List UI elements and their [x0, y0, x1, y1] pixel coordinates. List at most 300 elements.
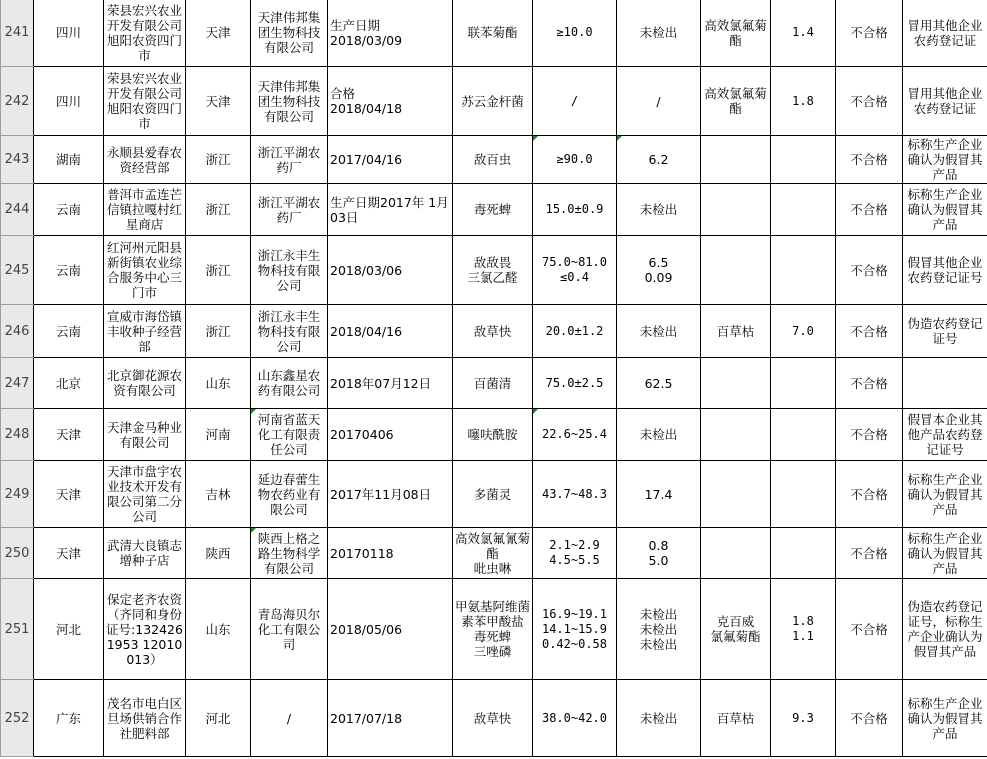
- cell-origin-province[interactable]: [186, 680, 251, 757]
- cell-other-content[interactable]: [771, 67, 836, 136]
- cell-reason[interactable]: [903, 236, 987, 305]
- row-header-text: 241: [4, 25, 30, 40]
- cell-province-text: 天津: [55, 545, 81, 561]
- cell-result-text: 不合格: [850, 375, 888, 391]
- cell-date-text: 20170118: [330, 545, 394, 561]
- table-row: [1, 136, 987, 184]
- cell-other-ingredient[interactable]: [701, 0, 771, 67]
- cell-detected-content-text: 17.4: [644, 486, 673, 502]
- comment-flag-icon: [533, 409, 538, 414]
- row-header-text: 248: [4, 427, 30, 442]
- cell-reason-text: 假冒本企业其他产品农药登记证号: [907, 412, 983, 457]
- cell-other-content[interactable]: [771, 461, 836, 528]
- cell-product-text: 噻呋酰胺: [467, 427, 518, 442]
- cell-product-text: 敌草快: [473, 323, 512, 339]
- cell-result-text: 不合格: [850, 621, 888, 637]
- cell-maker[interactable]: [251, 184, 328, 236]
- cell-origin-province[interactable]: [186, 579, 251, 680]
- cell-province[interactable]: [34, 358, 104, 409]
- cell-labeled-content-text: 16.9~19.1 14.1~15.9 0.42~0.58: [541, 606, 608, 651]
- row-header[interactable]: [1, 680, 34, 757]
- cell-seller[interactable]: [104, 184, 186, 236]
- cell-other-content[interactable]: [771, 184, 836, 236]
- cell-date-text: 20170406: [330, 427, 394, 442]
- cell-origin-province-text: 天津: [205, 25, 231, 40]
- cell-date[interactable]: [328, 528, 453, 579]
- cell-labeled-content[interactable]: [533, 528, 617, 579]
- cell-labeled-content[interactable]: [533, 579, 617, 680]
- cell-seller-text: 天津市盘宇农业技术开发有限公司第二分公司: [106, 464, 182, 524]
- cell-maker[interactable]: [251, 67, 328, 136]
- cell-detected-content[interactable]: [617, 236, 701, 305]
- cell-labeled-content-text: 75.0±2.5: [545, 375, 604, 390]
- cell-date-text: 2017/07/18: [330, 710, 403, 726]
- cell-other-ingredient[interactable]: [701, 579, 771, 680]
- row-header-text: 252: [4, 710, 30, 726]
- row-header[interactable]: [1, 305, 34, 358]
- cell-date[interactable]: [328, 409, 453, 461]
- cell-seller[interactable]: [104, 305, 186, 358]
- cell-other-content[interactable]: [771, 358, 836, 409]
- cell-province-text: 湖南: [55, 152, 81, 167]
- cell-other-ingredient[interactable]: [701, 461, 771, 528]
- cell-origin-province-text: 浙江: [205, 262, 231, 278]
- cell-product[interactable]: [453, 461, 533, 528]
- cell-detected-content[interactable]: [617, 409, 701, 461]
- cell-result[interactable]: [836, 358, 903, 409]
- cell-labeled-content-text: 38.0~42.0: [541, 710, 608, 725]
- cell-province[interactable]: [34, 305, 104, 358]
- cell-product[interactable]: [453, 358, 533, 409]
- row-header[interactable]: [1, 184, 34, 236]
- cell-origin-province-text: 山东: [205, 375, 231, 391]
- table-row: [1, 236, 987, 305]
- cell-result[interactable]: [836, 305, 903, 358]
- cell-product-text: 多菌灵: [473, 486, 512, 502]
- row-header[interactable]: [1, 409, 34, 461]
- cell-reason-text: 假冒其他企业农药登记证号: [907, 255, 983, 285]
- cell-labeled-content-text: 15.0±0.9: [545, 202, 604, 216]
- cell-product-text: 高效氯氟氰菊酯 吡虫啉: [455, 530, 531, 576]
- cell-other-content-text: 1.8 1.1: [792, 614, 814, 643]
- cell-reason-text: 标称生产企业确认为假冒其产品: [907, 695, 983, 741]
- cell-seller-text: 荣县宏兴农业开发有限公司旭阳农资四门市: [106, 71, 182, 131]
- comment-flag-icon: [251, 409, 256, 414]
- cell-maker[interactable]: [251, 528, 328, 579]
- cell-seller[interactable]: [104, 358, 186, 409]
- cell-seller-text: 宣威市海岱镇丰收种子经营部: [106, 308, 182, 354]
- cell-maker-text: 浙江永丰生物科技有限公司: [257, 247, 321, 293]
- cell-other-ingredient[interactable]: [701, 136, 771, 184]
- cell-date-text: 生产日期2017年 1月03日: [330, 194, 449, 225]
- cell-reason[interactable]: [903, 528, 987, 579]
- table-row: [1, 358, 987, 409]
- cell-result-text: 不合格: [850, 710, 888, 726]
- cell-seller[interactable]: [104, 680, 186, 757]
- cell-date[interactable]: [328, 236, 453, 305]
- row-header-text: 251: [4, 621, 30, 637]
- cell-product-text: 敌草快: [473, 710, 512, 726]
- cell-product[interactable]: [453, 528, 533, 579]
- cell-product-text: 毒死蜱: [473, 202, 512, 217]
- cell-other-ingredient[interactable]: [701, 409, 771, 461]
- cell-province[interactable]: [34, 0, 104, 67]
- cell-origin-province-text: 浙江: [205, 202, 231, 217]
- cell-detected-content-text: /: [656, 93, 661, 109]
- cell-detected-content-text: 6.2: [648, 152, 669, 167]
- cell-seller-text: 保定老齐农资（齐同和身份证号:1324261953 12010013）: [106, 591, 183, 667]
- cell-reason-text: 伪造农药登记证号: [907, 316, 983, 346]
- table-row: [1, 461, 987, 528]
- cell-province[interactable]: [34, 461, 104, 528]
- cell-maker-text: 陕西上格之路生物科学有限公司: [257, 530, 321, 576]
- cell-reason[interactable]: [903, 358, 987, 409]
- cell-detected-content-text: 未检出: [639, 427, 678, 442]
- row-header-text: 245: [4, 262, 30, 278]
- cell-origin-province[interactable]: [186, 461, 251, 528]
- cell-labeled-content[interactable]: [533, 236, 617, 305]
- cell-date[interactable]: [328, 184, 453, 236]
- cell-date[interactable]: [328, 579, 453, 680]
- cell-detected-content-text: 未检出: [639, 25, 678, 40]
- cell-result-text: 不合格: [850, 93, 888, 109]
- cell-product-text: 敌敌畏 三氯乙醛: [467, 255, 518, 285]
- cell-reason[interactable]: [903, 409, 987, 461]
- cell-other-ingredient-text: 克百威 氯氟菊酯: [710, 614, 761, 644]
- cell-other-content-text: 9.3: [792, 710, 814, 725]
- cell-detected-content[interactable]: [617, 0, 701, 67]
- cell-date-text: 生产日期 2018/03/09: [330, 17, 403, 48]
- cell-detected-content[interactable]: [617, 680, 701, 757]
- cell-origin-province-text: 河南: [205, 427, 231, 442]
- cell-origin-province[interactable]: [186, 358, 251, 409]
- cell-labeled-content-text: 20.0±1.2: [545, 323, 604, 338]
- cell-province-text: 四川: [55, 25, 81, 40]
- cell-date[interactable]: [328, 305, 453, 358]
- cell-result-text: 不合格: [850, 25, 888, 40]
- cell-reason[interactable]: [903, 680, 987, 757]
- cell-detected-content[interactable]: [617, 358, 701, 409]
- comment-flag-icon: [617, 136, 622, 141]
- cell-province-text: 云南: [55, 262, 81, 278]
- cell-date-text: 2018/05/06: [330, 621, 403, 637]
- cell-reason[interactable]: [903, 136, 987, 184]
- cell-origin-province-text: 河北: [205, 710, 231, 726]
- cell-other-ingredient-text: 百草枯: [716, 323, 755, 339]
- cell-maker-text: /: [286, 710, 292, 726]
- cell-maker[interactable]: [251, 305, 328, 358]
- cell-result[interactable]: [836, 579, 903, 680]
- cell-result[interactable]: [836, 409, 903, 461]
- cell-other-ingredient[interactable]: [701, 358, 771, 409]
- cell-result[interactable]: [836, 67, 903, 136]
- table-row: [1, 409, 987, 461]
- cell-seller-text: 永顺县爱春农资经营部: [106, 144, 182, 175]
- cell-province[interactable]: [34, 67, 104, 136]
- cell-product[interactable]: [453, 305, 533, 358]
- cell-reason-text: 标称生产企业确认为假冒其产品: [907, 471, 983, 517]
- cell-date[interactable]: [328, 680, 453, 757]
- cell-labeled-content[interactable]: [533, 409, 617, 461]
- cell-other-content[interactable]: [771, 305, 836, 358]
- cell-product[interactable]: [453, 0, 533, 67]
- row-header-text: 249: [4, 486, 30, 502]
- cell-other-content[interactable]: [771, 0, 836, 67]
- cell-product[interactable]: [453, 409, 533, 461]
- cell-other-content[interactable]: [771, 409, 836, 461]
- cell-labeled-content[interactable]: [533, 680, 617, 757]
- cell-detected-content[interactable]: [617, 579, 701, 680]
- cell-detected-content[interactable]: [617, 67, 701, 136]
- cell-maker-text: 延边春蕾生物农药业有限公司: [257, 471, 321, 517]
- cell-maker[interactable]: [251, 579, 328, 680]
- cell-detected-content-text: 未检出: [639, 710, 678, 726]
- row-header[interactable]: [1, 579, 34, 680]
- cell-origin-province-text: 浙江: [205, 323, 231, 339]
- cell-other-content[interactable]: [771, 680, 836, 757]
- cell-reason[interactable]: [903, 0, 987, 67]
- cell-other-ingredient[interactable]: [701, 67, 771, 136]
- row-header-text: 242: [4, 93, 30, 109]
- row-header[interactable]: [1, 67, 34, 136]
- cell-detected-content[interactable]: [617, 184, 701, 236]
- row-header[interactable]: [1, 236, 34, 305]
- cell-other-ingredient[interactable]: [701, 184, 771, 236]
- cell-other-ingredient[interactable]: [701, 528, 771, 579]
- cell-labeled-content-text: ≥90.0: [556, 152, 593, 166]
- cell-reason-text: 标称生产企业确认为假冒其产品: [907, 530, 983, 576]
- cell-maker[interactable]: [251, 136, 328, 184]
- cell-seller[interactable]: [104, 409, 186, 461]
- row-header[interactable]: [1, 136, 34, 184]
- cell-product-text: 甲氨基阿维菌素苯甲酸盐 毒死蜱 三唑磷: [455, 599, 531, 659]
- cell-detected-content[interactable]: [617, 136, 701, 184]
- cell-reason[interactable]: [903, 184, 987, 236]
- cell-seller[interactable]: [104, 136, 186, 184]
- cell-seller-text: 武清大良镇志增种子店: [106, 538, 182, 568]
- cell-labeled-content-text: 75.0~81.0 ≤0.4: [541, 255, 608, 284]
- cell-result-text: 不合格: [850, 202, 888, 217]
- cell-maker-text: 浙江平湖农药厂: [257, 194, 321, 225]
- cell-other-ingredient-text: 百草枯: [716, 710, 755, 726]
- cell-origin-province[interactable]: [186, 528, 251, 579]
- cell-detected-content[interactable]: [617, 461, 701, 528]
- cell-origin-province-text: 山东: [205, 621, 231, 637]
- cell-origin-province[interactable]: [186, 305, 251, 358]
- cell-date-text: 2017/04/16: [330, 152, 403, 167]
- cell-result[interactable]: [836, 0, 903, 67]
- cell-province[interactable]: [34, 236, 104, 305]
- cell-seller[interactable]: [104, 67, 186, 136]
- cell-labeled-content[interactable]: [533, 67, 617, 136]
- cell-labeled-content[interactable]: [533, 461, 617, 528]
- cell-date-text: 2018/04/16: [330, 323, 403, 339]
- cell-date[interactable]: [328, 67, 453, 136]
- cell-labeled-content-text: 2.1~2.9 4.5~5.5: [549, 538, 600, 567]
- cell-maker-text: 青岛海贝尔化工有限公司: [257, 606, 321, 652]
- cell-other-ingredient[interactable]: [701, 680, 771, 757]
- table-row: [1, 184, 987, 236]
- cell-result-text: 不合格: [850, 152, 888, 167]
- cell-reason-text: 冒用其他企业农药登记证: [907, 86, 983, 116]
- cell-reason-text: 伪造农药登记证号，标称生产企业确认为假冒其产品: [907, 599, 983, 659]
- cell-seller-text: 天津金马种业有限公司: [106, 419, 182, 450]
- cell-maker[interactable]: [251, 680, 328, 757]
- cell-maker-text: 天津伟邦集团生物科技有限公司: [257, 10, 321, 55]
- cell-province[interactable]: [34, 136, 104, 184]
- cell-origin-province-text: 陕西: [205, 545, 231, 561]
- cell-seller[interactable]: [104, 528, 186, 579]
- cell-date-text: 2018年07月12日: [330, 375, 432, 391]
- cell-result-text: 不合格: [850, 486, 888, 502]
- cell-result[interactable]: [836, 136, 903, 184]
- cell-other-content-text: 1.4: [792, 25, 814, 39]
- cell-reason-text: 标称生产企业确认为假冒其产品: [907, 187, 983, 232]
- cell-product-text: 百菌清: [473, 375, 512, 391]
- cell-maker-text: 浙江平湖农药厂: [257, 144, 321, 175]
- cell-maker[interactable]: [251, 236, 328, 305]
- comment-flag-icon: [251, 528, 256, 533]
- cell-result-text: 不合格: [850, 323, 888, 339]
- row-header[interactable]: [1, 528, 34, 579]
- cell-product[interactable]: [453, 579, 533, 680]
- cell-seller-text: 普洱市孟连芒信镇拉嘎村红星商店: [106, 187, 182, 232]
- cell-origin-province-text: 吉林: [205, 486, 231, 502]
- row-header-text: 243: [4, 152, 30, 167]
- cell-result[interactable]: [836, 236, 903, 305]
- cell-other-ingredient[interactable]: [701, 305, 771, 358]
- cell-province-text: 北京: [55, 375, 81, 391]
- cell-maker[interactable]: [251, 0, 328, 67]
- cell-product-text: 敌百虫: [473, 152, 512, 167]
- cell-reason[interactable]: [903, 67, 987, 136]
- cell-origin-province-text: 天津: [205, 93, 231, 109]
- cell-product-text: 联苯菊酯: [467, 25, 518, 40]
- cell-seller[interactable]: [104, 461, 186, 528]
- cell-date[interactable]: [328, 136, 453, 184]
- row-header-text: 247: [4, 375, 30, 391]
- cell-reason[interactable]: [903, 579, 987, 680]
- cell-date[interactable]: [328, 0, 453, 67]
- cell-reason[interactable]: [903, 461, 987, 528]
- cell-other-content-text: 7.0: [792, 323, 814, 338]
- cell-product[interactable]: [453, 680, 533, 757]
- cell-date-text: 2017年11月08日: [330, 486, 432, 502]
- cell-labeled-content[interactable]: [533, 0, 617, 67]
- row-header[interactable]: [1, 358, 34, 409]
- cell-labeled-content-text: 43.7~48.3: [541, 486, 608, 501]
- cell-date[interactable]: [328, 461, 453, 528]
- cell-detected-content-text: 0.8 5.0: [648, 538, 669, 568]
- cell-province[interactable]: [34, 528, 104, 579]
- cell-labeled-content[interactable]: [533, 184, 617, 236]
- cell-reason-text: 标称生产企业确认为假冒其产品: [907, 137, 983, 182]
- cell-province-text: 河北: [55, 621, 81, 637]
- cell-province-text: 云南: [55, 202, 81, 217]
- cell-product[interactable]: [453, 67, 533, 136]
- cell-seller-text: 茂名市电白区旦场供销合作社肥料部: [106, 695, 182, 741]
- cell-seller-text: 荣县宏兴农业开发有限公司旭阳农资四门市: [106, 2, 182, 63]
- cell-other-content[interactable]: [771, 236, 836, 305]
- cell-other-content[interactable]: [771, 579, 836, 680]
- row-header[interactable]: [1, 461, 34, 528]
- cell-result[interactable]: [836, 184, 903, 236]
- cell-product[interactable]: [453, 236, 533, 305]
- cell-result-text: 不合格: [850, 262, 888, 278]
- cell-origin-province[interactable]: [186, 236, 251, 305]
- cell-origin-province[interactable]: [186, 0, 251, 67]
- cell-result[interactable]: [836, 680, 903, 757]
- cell-labeled-content[interactable]: [533, 358, 617, 409]
- cell-detected-content-text: 未检出: [639, 323, 678, 339]
- cell-result[interactable]: [836, 528, 903, 579]
- cell-maker[interactable]: [251, 409, 328, 461]
- cell-province[interactable]: [34, 184, 104, 236]
- cell-reason-text: 冒用其他企业农药登记证: [907, 17, 983, 48]
- table-row: [1, 579, 987, 680]
- cell-date[interactable]: [328, 358, 453, 409]
- comment-flag-icon: [533, 136, 538, 141]
- cell-other-content[interactable]: [771, 136, 836, 184]
- cell-other-ingredient-text: 高效氯氟菊酯: [704, 17, 767, 48]
- cell-other-ingredient[interactable]: [701, 236, 771, 305]
- cell-province[interactable]: [34, 579, 104, 680]
- cell-province[interactable]: [34, 680, 104, 757]
- cell-other-ingredient-text: 高效氯氟菊酯: [704, 86, 767, 116]
- row-header-text: 244: [4, 202, 30, 217]
- cell-date-text: 合格 2018/04/18: [330, 86, 403, 116]
- cell-other-content[interactable]: [771, 528, 836, 579]
- cell-result[interactable]: [836, 461, 903, 528]
- cell-detected-content-text: 未检出 未检出 未检出: [639, 606, 678, 652]
- cell-detected-content-text: 6.5 0.09: [644, 255, 673, 285]
- cell-detected-content[interactable]: [617, 528, 701, 579]
- cell-seller[interactable]: [104, 236, 186, 305]
- cell-seller-text: 红河州元阳县新街镇农业综合服务中心三门市: [106, 240, 182, 300]
- table-row: [1, 680, 987, 757]
- cell-maker-text: 山东鑫星农药有限公司: [257, 368, 321, 398]
- cell-origin-province[interactable]: [186, 409, 251, 461]
- cell-maker[interactable]: [251, 358, 328, 409]
- cell-maker-text: 天津伟邦集团生物科技有限公司: [257, 78, 321, 124]
- cell-origin-province[interactable]: [186, 67, 251, 136]
- cell-seller[interactable]: [104, 579, 186, 680]
- cell-reason[interactable]: [903, 305, 987, 358]
- cell-origin-province[interactable]: [186, 184, 251, 236]
- cell-product[interactable]: [453, 136, 533, 184]
- table-row: [1, 0, 987, 67]
- cell-labeled-content-text: ≥10.0: [556, 25, 593, 39]
- row-header[interactable]: [1, 0, 34, 67]
- row-header-text: 246: [4, 323, 30, 339]
- cell-product[interactable]: [453, 184, 533, 236]
- cell-labeled-content[interactable]: [533, 305, 617, 358]
- cell-origin-province[interactable]: [186, 136, 251, 184]
- table-row: [1, 67, 987, 136]
- cell-labeled-content[interactable]: [533, 136, 617, 184]
- cell-date-text: 2018/03/06: [330, 262, 403, 278]
- cell-detected-content[interactable]: [617, 305, 701, 358]
- cell-result-text: 不合格: [850, 427, 888, 442]
- cell-province[interactable]: [34, 409, 104, 461]
- cell-origin-province-text: 浙江: [205, 152, 231, 167]
- cell-maker[interactable]: [251, 461, 328, 528]
- cell-seller[interactable]: [104, 0, 186, 67]
- cell-other-content-text: 1.8: [792, 93, 814, 108]
- row-header-text: 250: [4, 545, 30, 561]
- cell-labeled-content-text: 22.6~25.4: [541, 427, 608, 441]
- table-row: [1, 305, 987, 358]
